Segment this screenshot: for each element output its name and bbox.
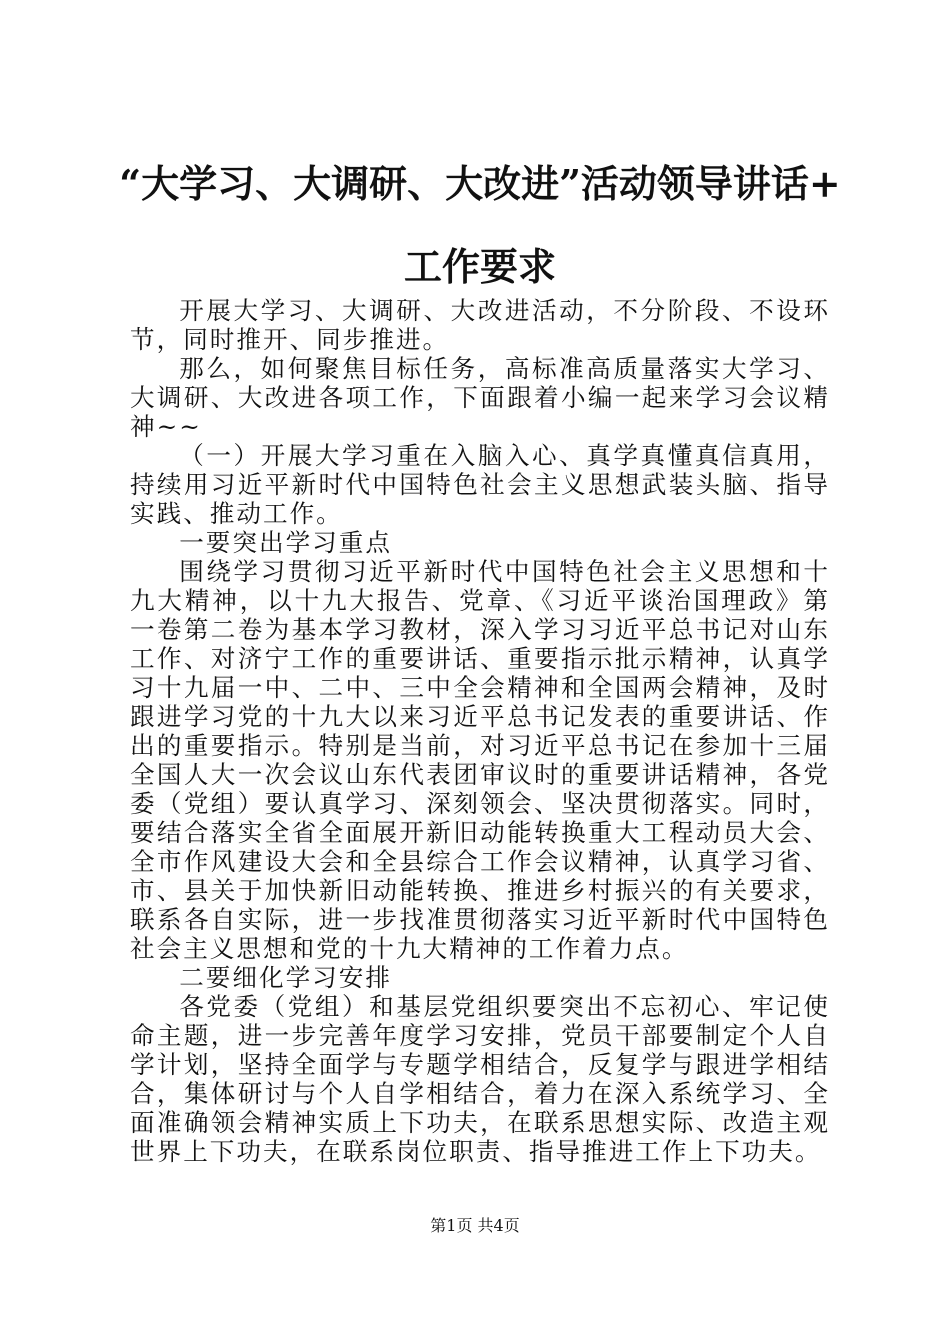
document-title-line-2: 工作要求 [403, 244, 556, 289]
subheading-study-arrangement: 二要细化学习安排 [179, 963, 392, 992]
paragraph-transition: 那么，如何聚焦目标任务，高标准高质量落实大学习、大调研、大改进各项工作，下面跟着小编一起来学习会议精神~~ [130, 354, 830, 441]
document-title-line-1: “大学习、大调研、大改进”活动领导讲话+ [119, 161, 841, 206]
paragraph-study-arrangement: 各党委（党组）和基层党组织要突出不忘初心、牢记使命主题，进一步完善年度学习安排，党员干部要制定个人自学计划，坚持全面学与专题学相结合，反复学与跟进学相结合，集体研讨与个人自学相结合，着力在深入系统学习、全面准确领会精神实质上下功夫，在联系思想实际、改造主观世界上下功夫，在联系岗位职责、指导推进工作上下功夫。 [130, 992, 830, 1166]
paragraph-study-focus: 围绕学习贯彻习近平新时代中国特色社会主义思想和十九大精神，以十九大报告、党章、《习近平谈治国理政》第一卷第二卷为基本学习教材，深入学习习近平总书记对山东工作、对济宁工作的重要讲话、重要指示批示精神，认真学习十九届一中、二中、三中全会精神和全国两会精神，及时跟进学习党的十九大以来习近平总书记发表的重要讲话、作出的重要指示。特别是当前，对习近平总书记在参加十三届全国人大一次会议山东代表团审议时的重要讲话精神，各党委（党组）要认真学习、深刻领会、坚决贯彻落实。同时，要结合落实全省全面展开新旧动能转换重大工程动员大会、全市作风建设大会和全县综合工作会议精神，认真学习省、市、县关于加快新旧动能转换、推进乡村振兴的有关要求，联系各自实际，进一步找准贯彻落实习近平新时代中国特色社会主义思想和党的十九大精神的工作着力点。 [130, 557, 830, 963]
paragraph-section-one: （一）开展大学习重在入脑入心、真学真懂真信真用，持续用习近平新时代中国特色社会主义思想武装头脑、指导实践、推动工作。 [130, 441, 830, 528]
page-footer: 第1页 共4页 [430, 1216, 520, 1235]
subheading-study-focus: 一要突出学习重点 [179, 528, 392, 557]
document-body [130, 296, 830, 1166]
paragraph-intro: 开展大学习、大调研、大改进活动，不分阶段、不设环节，同时推开、同步推进。 [130, 296, 830, 354]
